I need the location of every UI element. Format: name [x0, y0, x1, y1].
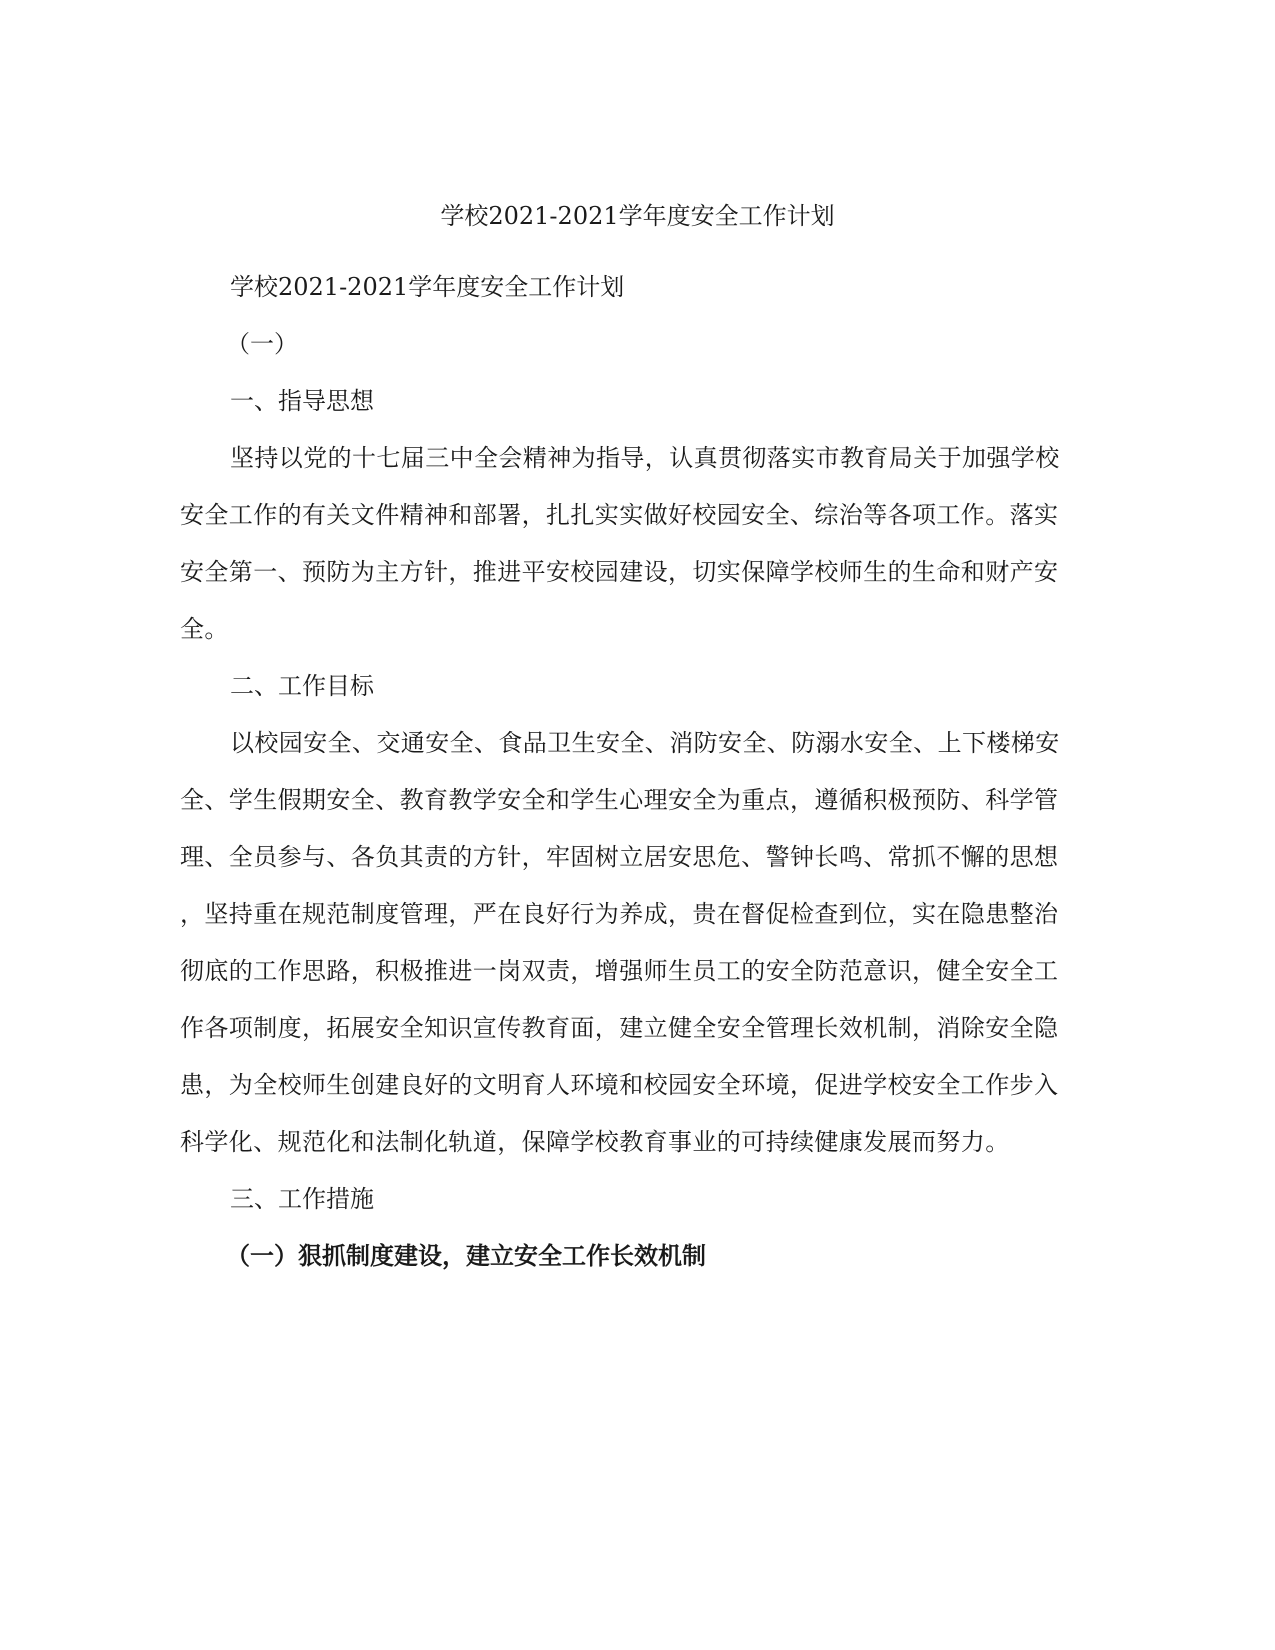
paragraph-line: 以校园安全、交通安全、食品卫生安全、消防安全、防溺水安全、上下楼梯安 [230, 729, 1060, 757]
part-marker: （一） [226, 330, 298, 358]
section-paragraph-1 [180, 443, 1088, 644]
paragraph-line: 安全工作的有关文件精神和部署，扎扎实实做好校园安全、综治等各项工作。落实 [180, 501, 1059, 529]
paragraph-line: 科学化、规范化和法制化轨道，保障学校教育事业的可持续健康发展而努力。 [180, 1128, 1010, 1156]
section-heading-3: 三、工作措施 [230, 1185, 374, 1213]
section-paragraph-2 [180, 728, 1088, 1157]
paragraph-line: 作各项制度，拓展安全知识宣传教育面，建立健全安全管理长效机制，消除安全隐 [180, 1014, 1059, 1042]
paragraph-line: 全、学生假期安全、教育教学安全和学生心理安全为重点，遵循积极预防、科学管 [180, 786, 1059, 814]
paragraph-line: 全。 [180, 615, 229, 643]
paragraph-line: 彻底的工作思路，积极推进一岗双责，增强师生员工的安全防范意识，健全安全工 [180, 957, 1059, 985]
section-heading-1: 一、指导思想 [230, 387, 374, 415]
section-heading-2: 二、工作目标 [230, 672, 374, 700]
paragraph-line: 理、全员参与、各负其责的方针，牢固树立居安思危、警钟长鸣、常抓不懈的思想 [180, 843, 1059, 871]
document-title: 学校2021-2021学年度安全工作计划 [440, 202, 835, 230]
document-subtitle: 学校2021-2021学年度安全工作计划 [230, 273, 625, 301]
paragraph-line: ，坚持重在规范制度管理，严在良好行为养成，贵在督促检查到位，实在隐患整治 [180, 900, 1059, 928]
paragraph-line: 坚持以党的十七届三中全会精神为指导，认真贯彻落实市教育局关于加强学校 [230, 444, 1060, 472]
subsection-heading-1: （一）狠抓制度建设，建立安全工作长效机制 [226, 1242, 706, 1270]
paragraph-line: 安全第一、预防为主方针，推进平安校园建设，切实保障学校师生的生命和财产安 [180, 558, 1059, 586]
paragraph-line: 患，为全校师生创建良好的文明育人环境和校园安全环境，促进学校安全工作步入 [180, 1071, 1059, 1099]
document-body [180, 272, 1088, 1298]
